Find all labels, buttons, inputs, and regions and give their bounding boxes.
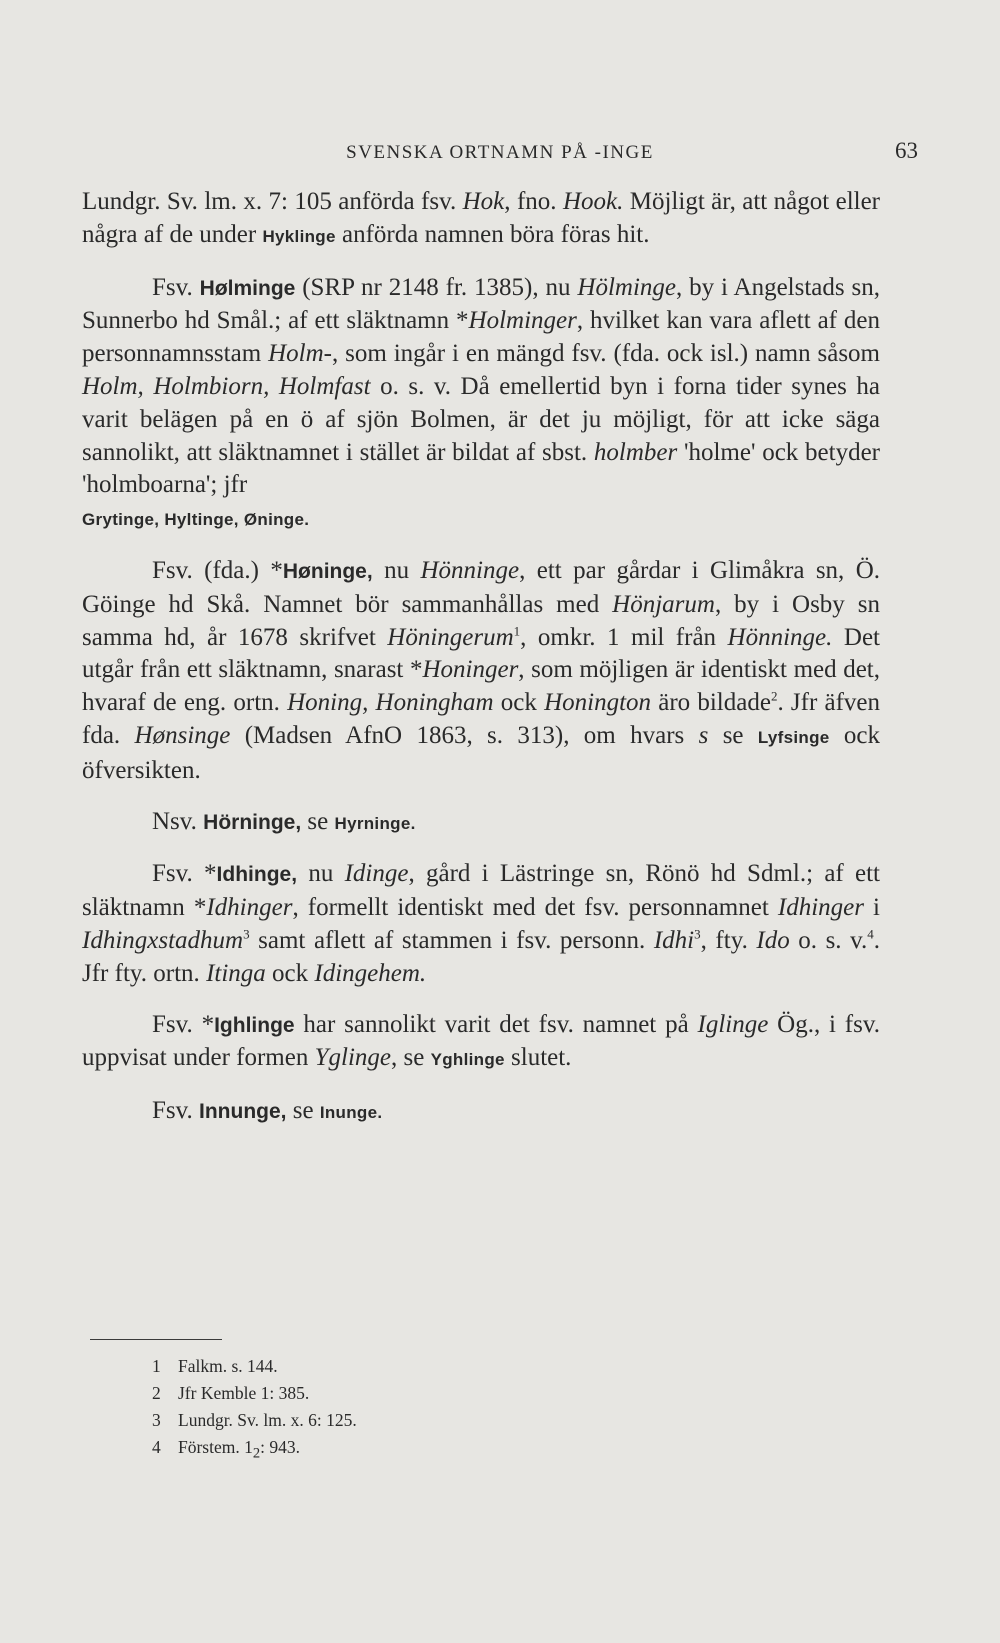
entry-honinge: Fsv. (fda.) *Høninge, nu Hönninge, ett par gårdar i Glimåkra sn, Ö. Göinge hd Skå. Namnet bör sammanhållas med Hönjarum, by i Osby sn samma hd, år 1678 skrifvet Höningerum$^1$, omkr. 1 mil från Hönninge. Det utgår från ett släktnamn, snarast *Honinger, som möjligen är identiskt med det, hvaraf de eng. ortn. Honing, Honingham ock Honington äro bildade$^2$. Jfr äfven fda. Hønsinge (Madsen AfnO 1863, s. 313), om hvars s se Lyfsinge ock öfversikten. [82,556,881,784]
entry-holminge: Fsv. Hølminge (SRP nr 2148 fr. 1385), nu Hölminge, by i Angelstads sn, Sunnerbo hd Smål.; af ett släktnamn *Holminger, hvilket kan vara aflett af den personnamnsstam Holm-, som ingår i en mängd fsv. (fda. ock isl.) namn såsom Holm, Holmbiorn, Holmfast o. s. v. Då emellertid byn i forna tider synes ha varit belägen på en ö af sjön Bolmen, är det ju möjligt, för att icke säga sannolikt, att släktnamnet i stället är bildat af sbst. holmber 'holme' ock betyder 'holmboarna'; jfr Grytinge, Hyltinge, Øninge. [82,273,880,530]
footnote: 1 Falkm. s. 144. [152,1356,278,1376]
entry-ighlinge: Fsv. *Ighlinge har sannolikt varit det fsv. namnet på Iglinge Ög., i fsv. uppvisat under formen Yglinge, se Yghlinge slutet. [82,1010,880,1072]
headword: Hølminge [199,276,296,300]
footnote-rule [90,1339,222,1340]
body-text [82,186,880,1130]
footnote-ref: 3 [694,926,701,942]
footnote-ref: 4 [867,926,874,942]
footnote-ref: 2 [770,688,778,704]
footnote: 4 Förstem. $1_2$: 943. [152,1437,301,1462]
headword: Høninge, [282,559,373,583]
page-header [80,138,920,168]
footnote: 3 Lundgr. Sv. lm. x. 6: 125. [152,1410,357,1430]
footnote-ref: 1 [513,623,521,639]
page-number: 63 [895,138,918,163]
entry-idhinge: Fsv. *Idhinge, nu Idinge, gård i Lästringe sn, Rönö hd Sdml.; af ett släktnamn *Idhinger, formellt identiskt med det fsv. personnamnet Idhinger i Idhingxstadhum$^3$ samt aflett af stammen i fsv. personn. Idhi$^3$, fty. Ido o. s. v.$^4$. Jfr fty. ortn. Itinga ock Idingehem. [82,860,881,987]
headword: Innunge, [199,1100,287,1124]
headword: Idhinge, [216,863,298,887]
footnotes [152,1353,357,1468]
footnote: 2 Jfr Kemble 1: 385. [152,1383,310,1403]
paragraph-continuation: Lundgr. Sv. lm. x. 7: 105 anförda fsv. Hok, fno. Hook. Möjligt är, att något eller några af de under Hyklinge anförda namnen böra föras hit. [82,188,881,248]
headword: Ighlinge [214,1013,295,1037]
running-title: SVENSKA ORTNAMN PÅ -INGE [346,142,654,163]
entry-innunge: Fsv. Innunge, se Inunge. [152,1097,383,1125]
entry-horninge: Nsv. Hörninge, se Hyrninge. [152,807,416,835]
footnote-ref: 3 [243,926,250,942]
headword: Hörninge, [203,810,302,834]
